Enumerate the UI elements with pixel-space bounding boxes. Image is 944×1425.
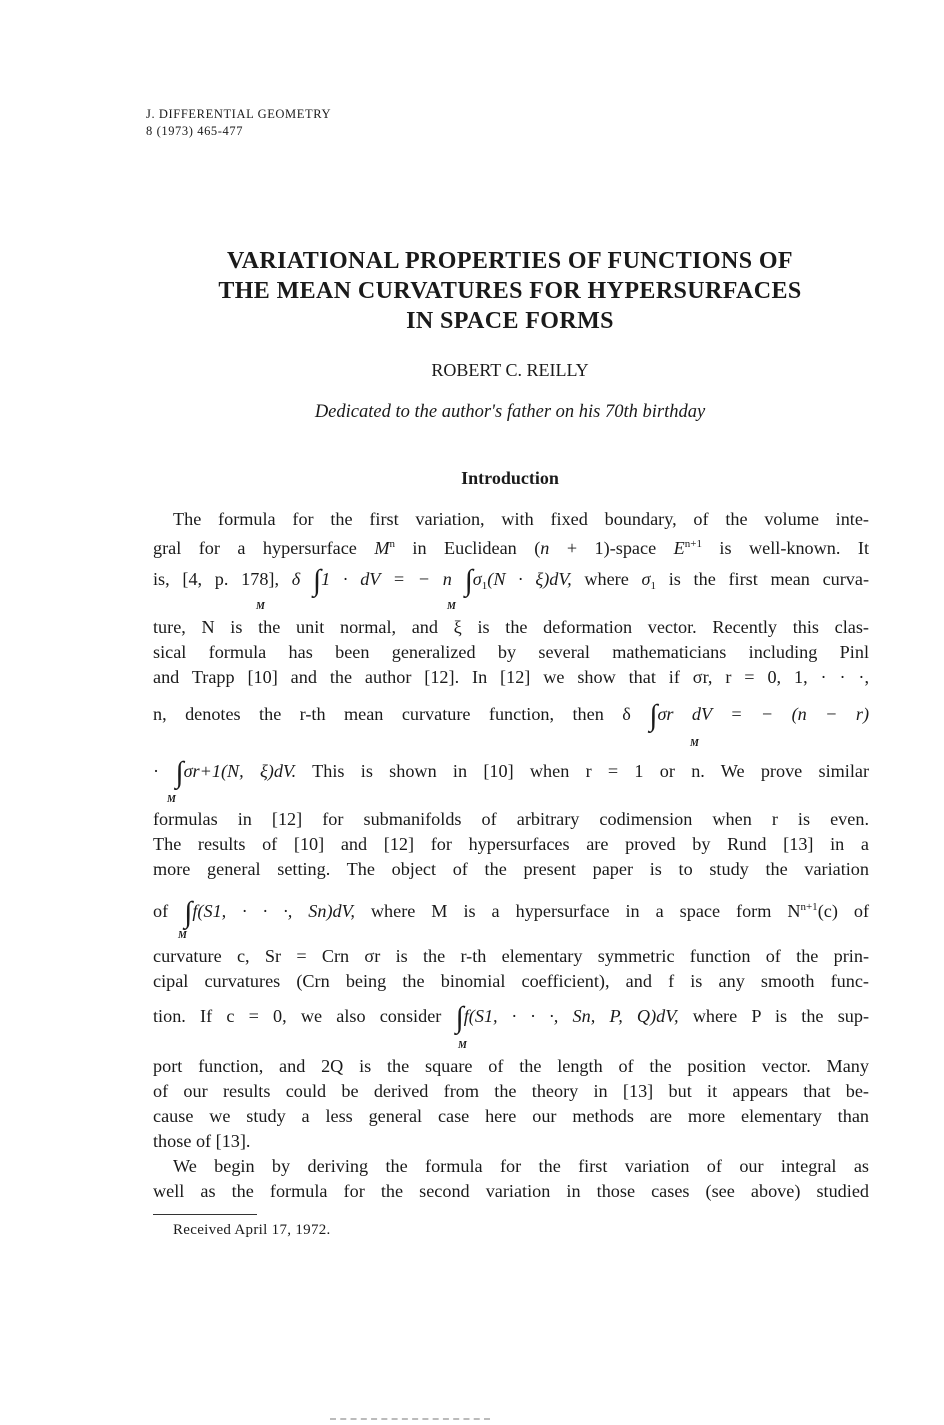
integral-sign: ∫ (649, 699, 658, 732)
text-line: curvature c, Sr = Crn σr is the r-th elementary symmetric function of the prin- (153, 946, 869, 966)
text-line: gral for a hypersurface $M^n$ in Euclidean (n + 1)-space $E^{n+1}$ is well-known. It (153, 538, 870, 558)
text-line: formulas in [12] for submanifolds of arbitrary codimension when r is even. (153, 809, 869, 829)
text-line: those of [13]. (153, 1131, 251, 1151)
integral-sign: ∫ (464, 564, 473, 597)
integral-subscript: M (690, 738, 699, 749)
text-line: ture, N is the unit normal, and ξ is the deformation vector. Recently this clas- (153, 617, 869, 637)
integral-subscript: M (256, 601, 265, 612)
integral-subscript: M (178, 930, 187, 941)
text-line: sical formula has been generalized by several mathematicians including Pinl (153, 642, 869, 662)
text-line: of our results could be derived from the theory in [13] but it appears that be- (153, 1081, 869, 1101)
text-line: cause we study a less general case here our methods are more elementary than (153, 1106, 869, 1126)
text-line: The formula for the first variation, with fixed boundary, of the volume inte- (173, 509, 869, 529)
text-line-formula: of ∫f(S1, · · ·, Sn)dV, where M is a hypersurface in a space form $N^{n+1}(c)$ of (153, 896, 869, 929)
paper-title (120, 246, 900, 336)
title-line-3: IN SPACE FORMS (406, 308, 614, 334)
integral-sign: ∫ (455, 1001, 464, 1034)
text-line: more general setting. The object of the present paper is to study the variation (153, 859, 869, 879)
dedication: Dedicated to the author's father on his 70th birthday (314, 402, 706, 422)
footnote: Received April 17, 1972. (173, 1222, 331, 1238)
text-line: and Trapp [10] and the author [12]. In [12] we show that if σr, r = 0, 1, · · ·, (153, 667, 869, 687)
text-line-formula: n, denotes the r-th mean curvature function, then δ ∫σr dV = − (n − r) (153, 699, 870, 732)
title-line-2: THE MEAN CURVATURES FOR HYPERSURFACES (218, 278, 802, 304)
integral-sign: ∫ (312, 564, 322, 597)
text-line: cipal curvatures (Crn being the binomial coefficient), and f is any smooth func- (153, 971, 869, 991)
journal-volume: 8 (1973) 465-477 (146, 124, 244, 138)
integral-subscript: M (167, 794, 176, 805)
integral-subscript: M (458, 1040, 467, 1051)
text-line: well as the formula for the second variation in those cases (see above) studied (153, 1181, 869, 1201)
journal-name: J. DIFFERENTIAL GEOMETRY (146, 107, 332, 121)
integral-subscript: M (447, 601, 456, 612)
text-line-formula: tion. If c = 0, we also consider ∫f(S1, · · ·, Sn, P, Q)dV, where P is the sup- (153, 1001, 870, 1034)
journal-header (146, 106, 331, 140)
text-line-formula: is, [4, p. 178], δ ∫1 · dV = − n $\int\sigma_1(N \cdot \xi)dV$, where $\sigma_1$ is the first mean curva- (153, 564, 870, 597)
integral-sign: ∫ (175, 756, 184, 789)
text-line: port function, and 2Q is the square of the length of the position vector. Many (153, 1056, 869, 1076)
scan-artifact (330, 1418, 490, 1420)
author-name: ROBERT C. REILLY (431, 360, 589, 380)
text-line-formula: · ∫σr+1(N, ξ)dV. This is shown in [10] when r = 1 or n. We prove similar (153, 756, 870, 789)
title-line-1: VARIATIONAL PROPERTIES OF FUNCTIONS OF (227, 248, 793, 274)
integral-sign: ∫ (184, 896, 193, 929)
text-line: The results of [10] and [12] for hypersurfaces are proved by Rund [13] in a (153, 834, 869, 854)
text-line: We begin by deriving the formula for the first variation of our integral as (173, 1156, 869, 1176)
section-heading: Introduction (461, 468, 559, 488)
footnote-rule (153, 1214, 257, 1215)
